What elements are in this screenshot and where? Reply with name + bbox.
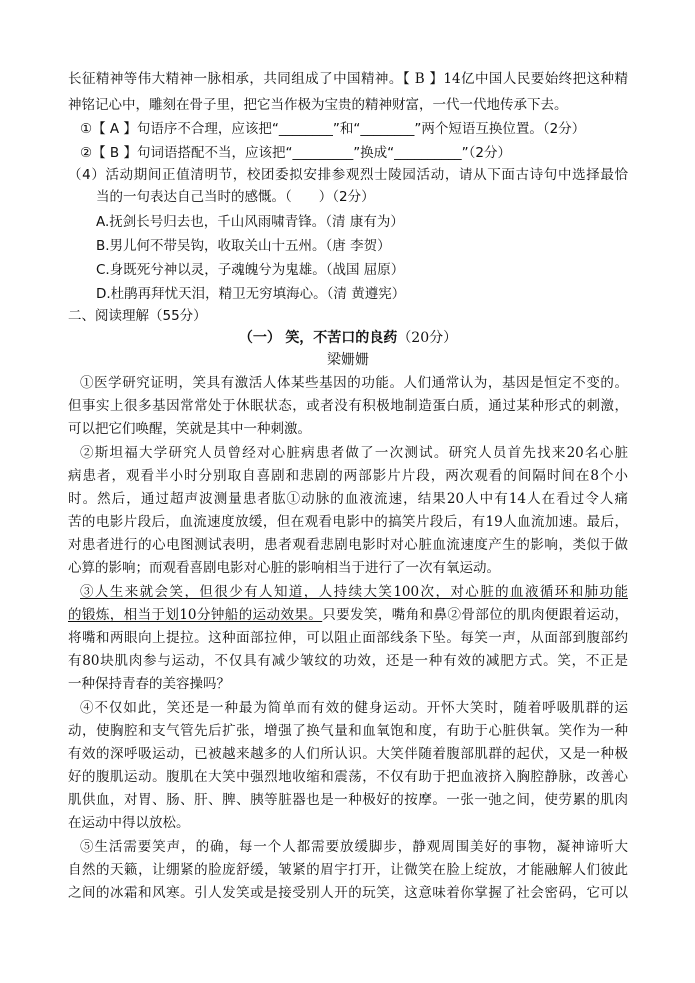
paragraph-4-line: 有效的深呼吸运动，已被越来越多的人们所认识。大笑伴随着腹部肌群的起伏，又是一种极 xyxy=(68,746,628,762)
paragraph-2-line: 时。然后，通过超声波测量患者肱①动脉的血液流速，结果20人中有14人在看过令人痛 xyxy=(68,491,628,507)
article-title xyxy=(68,329,628,347)
paragraph-1-line: 但事实上很多基因常常处于休眠状态，或者没有积极地制造蛋白质，通过某种形式的刺激， xyxy=(68,398,628,414)
paragraph-3-line xyxy=(68,606,628,624)
question-4-line: 当的一句表达自己当时的感慨。（ ）（2分） xyxy=(96,189,375,205)
title-number: （一） xyxy=(238,330,281,346)
paragraph-4-line: 肌供血，对胃、肠、肝、脾、胰等脏器也是一种极好的按摩。一张一弛之间，使劳累的肌肉 xyxy=(68,792,628,808)
option-b: B.男儿何不带吴钩，收取关山十五州。（唐 李贺） xyxy=(96,238,391,254)
paragraph-1-line: 可以把它们唤醒，笑就是其中一种刺激。 xyxy=(68,421,311,437)
paragraph-2-line: 苦的电影片段后，血流速度放缓，但在观看电影中的搞笑片段后，有19人血流加速。最后， xyxy=(68,514,628,530)
option-d: D.杜鹃再拜忧天泪，精卫无穷填海心。（清 黄遵宪） xyxy=(96,286,406,302)
article-author: 梁姗姗 xyxy=(327,352,369,368)
paragraph-1-line: ①医学研究证明，笑具有激活人体某些基因的功能。人们通常认为，基因是恒定不变的。 xyxy=(80,375,628,391)
title-score: （20分） xyxy=(397,330,458,346)
underlined-sentence: 的锻炼，相当于划10分钟船的运动效果。 xyxy=(68,607,323,623)
section-title: 二、阅读理解（55分） xyxy=(68,308,207,324)
paragraph-3-line: 将嘴和两眼向上提拉。这种面部拉伸，可以阻止面部线条下坠。每笑一声，从面部到腹部约 xyxy=(68,630,628,646)
underlined-sentence: ③人生来就会笑，但很少有人知道，人持续大笑100次，对心脏的血液循环和肺功能 xyxy=(80,584,628,600)
question-4-line: （4）活动期间正值清明节，校团委拟安排参观烈士陵园活动，请从下面古诗句中选择最恰 xyxy=(68,167,628,183)
question-a: ①【 A 】句语序不合理，应该把“________”和“________”两个短语互换位置。（2分） xyxy=(80,121,586,137)
paragraph-5-line: ⑤生活需要笑声，的确，每一个人都需要放缓脚步，静观周围美好的事物，凝神谛听大 xyxy=(80,839,628,855)
option-a: A.抚剑长号归去也，千山风雨啸青锋。（清 康有为） xyxy=(96,214,404,230)
paragraph-2-line: ②斯坦福大学研究人员曾经对心脏病患者做了一次测试。研究人员首先找来20名心脏 xyxy=(80,445,628,461)
paragraph-4-line: ④不仅如此，笑还是一种最为简单而有效的健身运动。开怀大笑时，随着呼吸肌群的运 xyxy=(80,700,628,716)
paragraph-5-line: 自然的天籁，让绷紧的脸庞舒缓，皱紧的眉宇打开，让微笑在脸上绽放，才能融解人们彼此 xyxy=(68,862,628,878)
paragraph-2-line: 对患者进行的心电图测试表明，患者观看悲剧电影时对心脏血流速度产生的影响，类似于做 xyxy=(68,537,628,553)
paragraph-3-line: 一种保持青春的美容操吗？ xyxy=(68,676,230,692)
paragraph-4-line: 在运动中得以放松。 xyxy=(68,815,190,831)
text-line: 神铭记心中，雕刻在骨子里，把它当作极为宝贵的精神财富，一代一代地传承下去。 xyxy=(68,97,568,113)
option-c: C.身既死兮神以灵，子魂魄兮为鬼雄。（战国 屈原） xyxy=(96,262,405,278)
paragraph-2-line: 心算的影响；而观看喜剧电影对心脏的影响相当于进行了一次有氧运动。 xyxy=(68,560,500,576)
paragraph-4-line: 好的腹肌运动。腹肌在大笑中强烈地收缩和震荡，不仅有助于把血液挤入胸腔静脉，改善心 xyxy=(68,769,628,785)
question-b: ②【 B 】句词语搭配不当，应该把“_________”换成“__________”（2分） xyxy=(80,145,512,161)
paragraph-3-text: 只要发笑，嘴角和鼻②骨部位的肌肉便跟着运动， xyxy=(322,607,628,623)
paragraph-2-line: 病患者，观看半小时分别取自喜剧和悲剧的两部影片片段，两次观看的间隔时间在8个小 xyxy=(68,468,628,484)
title-text: 笑，不苦口的良药 xyxy=(285,330,398,346)
paragraph-3-line: 有80块肌肉参与运动，不仅具有减少皱纹的功效，还是一种有效的减肥方式。笑，不正是 xyxy=(68,653,628,669)
paragraph-5-line: 之间的冰霜和风寒。引人发笑或是接受别人开的玩笑，这意味着你掌握了社会密码，它可以 xyxy=(68,885,628,901)
text-line: 长征精神等伟大精神一脉相承，共同组成了中国精神。【 B 】14亿中国人民要始终把这种精 xyxy=(68,71,628,87)
paragraph-4-line: 动，使胸腔和支气管先后扩张，增强了换气量和血氧饱和度，有助于心脏供氧。笑作为一种 xyxy=(68,723,628,739)
